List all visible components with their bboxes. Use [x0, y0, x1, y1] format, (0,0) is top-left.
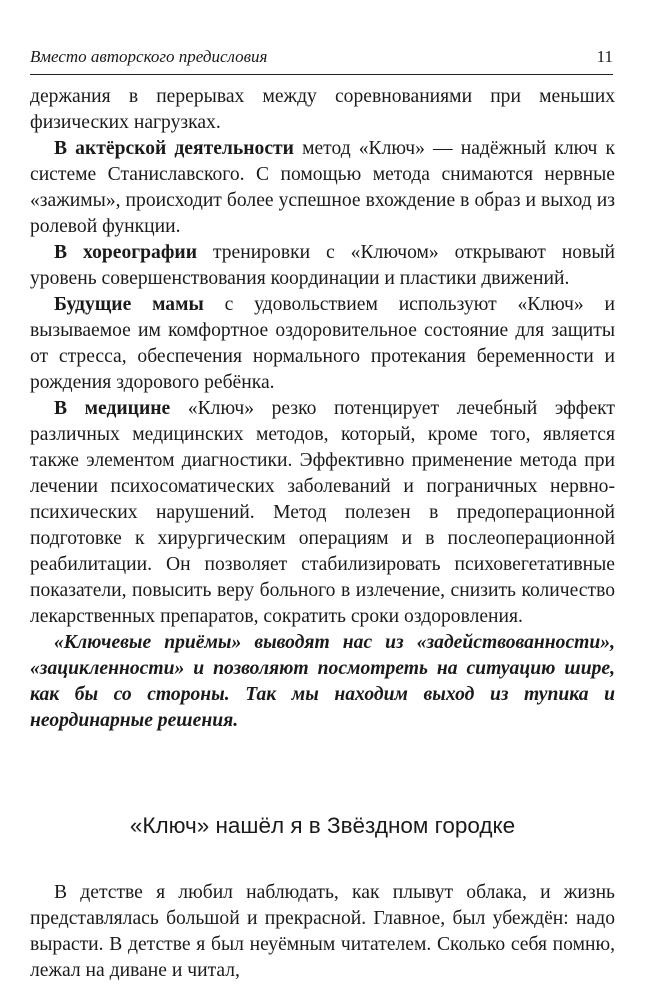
- paragraph-lead: В актёрской деятельности: [54, 138, 294, 159]
- paragraph-lead: В медицине: [54, 398, 171, 419]
- running-header: [30, 47, 613, 67]
- paragraph-medicine: [30, 396, 615, 630]
- main-text: [30, 84, 615, 734]
- paragraph-lead: Будущие мамы: [54, 294, 204, 315]
- paragraph-lead: В хореографии: [54, 242, 197, 263]
- section-text: [30, 880, 615, 984]
- section-heading: «Ключ» нашёл я в Звёздном городке: [129, 813, 516, 838]
- paragraph-text: с удовольствием используют «Ключ» и вызываемое им комфортное оздоровительное состояние для защиты от стресса, обеспечения нормального протекания беременности и рождения здорового ребёнка.: [30, 294, 615, 393]
- paragraph-continuation: держания в перерывах между соревнованиями при меньших физических нагрузках.: [30, 86, 615, 133]
- paragraph-acting: [30, 136, 615, 240]
- running-title: Вместо авторского предисловия: [30, 47, 268, 66]
- paragraph-text: метод «Ключ» — надёжный ключ к системе Станиславского. С помощью метода снимаются нервные «зажимы», происходит более успешное вхождение в образ и выход из ролевой функции.: [30, 138, 615, 237]
- page-number: 11: [596, 47, 613, 66]
- header-rule: [30, 74, 613, 75]
- paragraph-text: тренировки с «Ключом» открывают новый уровень совершенствования координации и пластики движений.: [30, 242, 615, 289]
- section-paragraph: В детстве я любил наблюдать, как плывут облака, и жизнь представлялась большой и прекрасной. Главное, был убеждён: надо вырасти. В детстве я был неуёмным читателем. Сколько себя помню, лежал на диване и читал,: [30, 882, 615, 981]
- paragraph-choreography: [30, 240, 615, 292]
- paragraph-text: «Ключ» резко потенцирует лечебный эффект различных медицинских методов, который, кроме того, является также элементом диагностики. Эффективно применение метода при лечении психосоматических заболеваний и пограничных нервно-психических нарушений. Метод полезен в предоперационной подготовке к хирургическим операциям и в послеоперационной реабилитации. Он позволяет стабилизировать психовегетативные показатели, повысить веру больного в излечение, снизить количество лекарственных препаратов, сократить сроки оздоровления.: [30, 398, 615, 627]
- paragraph-emphasis: «Ключевые приёмы» выводят нас из «задействованности», «зацикленности» и позволяют посмотреть на ситуацию шире, как бы со стороны. Так мы находим выход из тупика и неординарные решения.: [30, 632, 615, 731]
- paragraph-mothers: [30, 292, 615, 396]
